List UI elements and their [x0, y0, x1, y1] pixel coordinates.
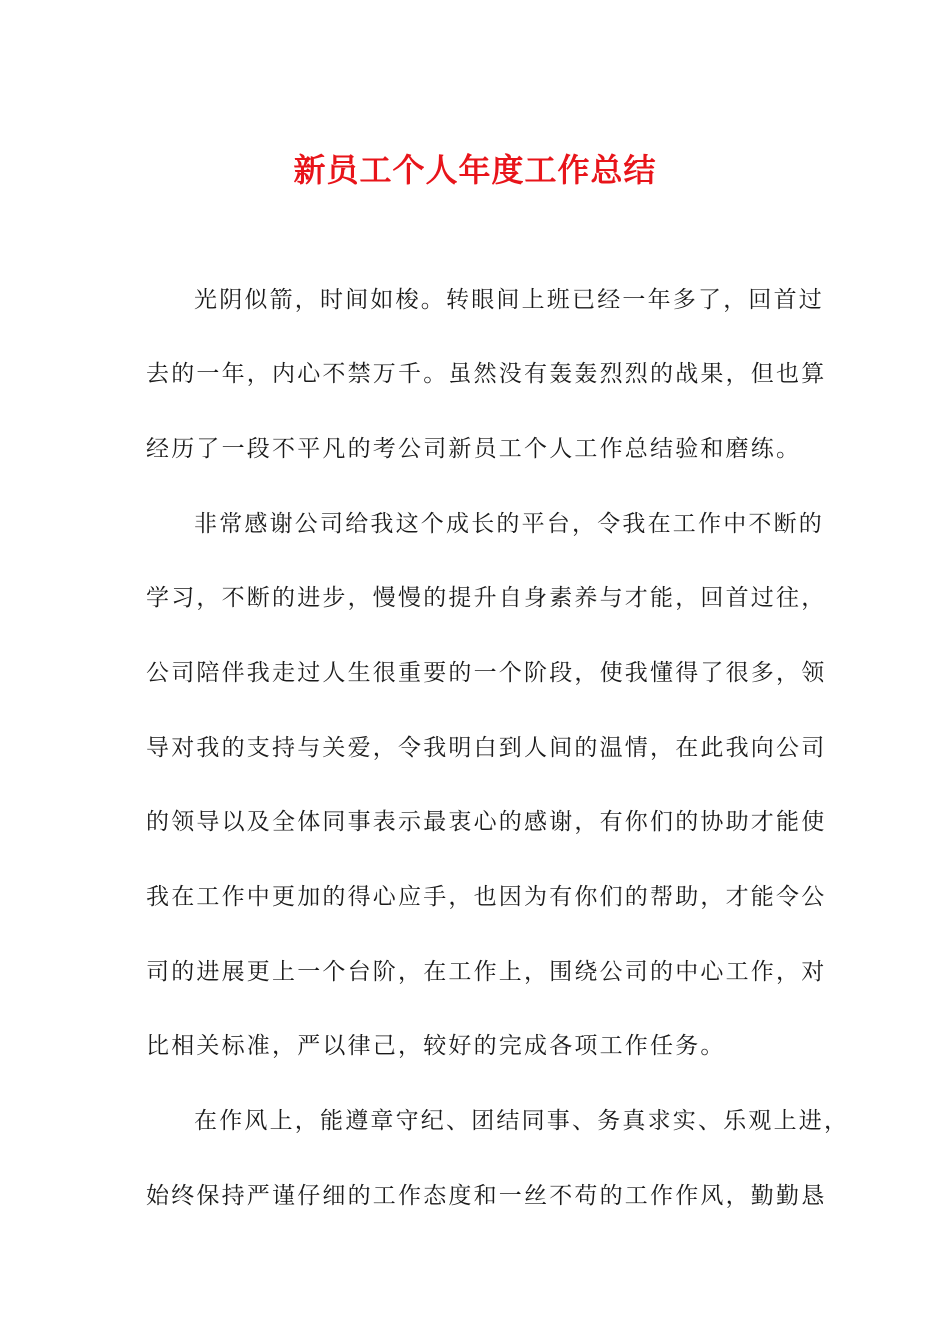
- paragraph-1-line-1: 光阴似箭，时间如梭。转眼间上班已经一年多了，回首过: [194, 287, 824, 313]
- paragraph-2-line-2: 学习，不断的进步，慢慢的提升自身素养与才能，回首过往，: [146, 585, 827, 611]
- paragraph-2-line-8: 比相关标准，严以律己，较好的完成各项工作任务。: [146, 1033, 726, 1059]
- paragraph-2-line-4: 导对我的支持与关爱，令我明白到人间的温情，在此我向公司: [146, 735, 827, 761]
- paragraph-2-line-6: 我在工作中更加的得心应手，也因为有你们的帮助，才能令公: [146, 884, 827, 910]
- paragraph-1-line-3: 经历了一段不平凡的考公司新员工个人工作总结验和磨练。: [146, 436, 802, 462]
- document-title: 新员工个人年度工作总结: [293, 151, 657, 189]
- paragraph-3-line-2: 始终保持严谨仔细的工作态度和一丝不苟的工作作风，勤勤恳: [146, 1183, 827, 1209]
- paragraph-3-line-1: 在作风上，能遵章守纪、团结同事、务真求实、乐观上进，: [194, 1108, 850, 1134]
- paragraph-2-line-5: 的领导以及全体同事表示最衷心的感谢，有你们的协助才能使: [146, 809, 827, 835]
- paragraph-2-line-7: 司的进展更上一个台阶，在工作上，围绕公司的中心工作，对: [146, 959, 827, 985]
- paragraph-2-line-3: 公司陪伴我走过人生很重要的一个阶段，使我懂得了很多，领: [146, 660, 827, 686]
- paragraph-1-line-2: 去的一年，内心不禁万千。虽然没有轰轰烈烈的战果，但也算: [146, 361, 827, 387]
- paragraph-2-line-1: 非常感谢公司给我这个成长的平台，令我在工作中不断的: [194, 511, 824, 537]
